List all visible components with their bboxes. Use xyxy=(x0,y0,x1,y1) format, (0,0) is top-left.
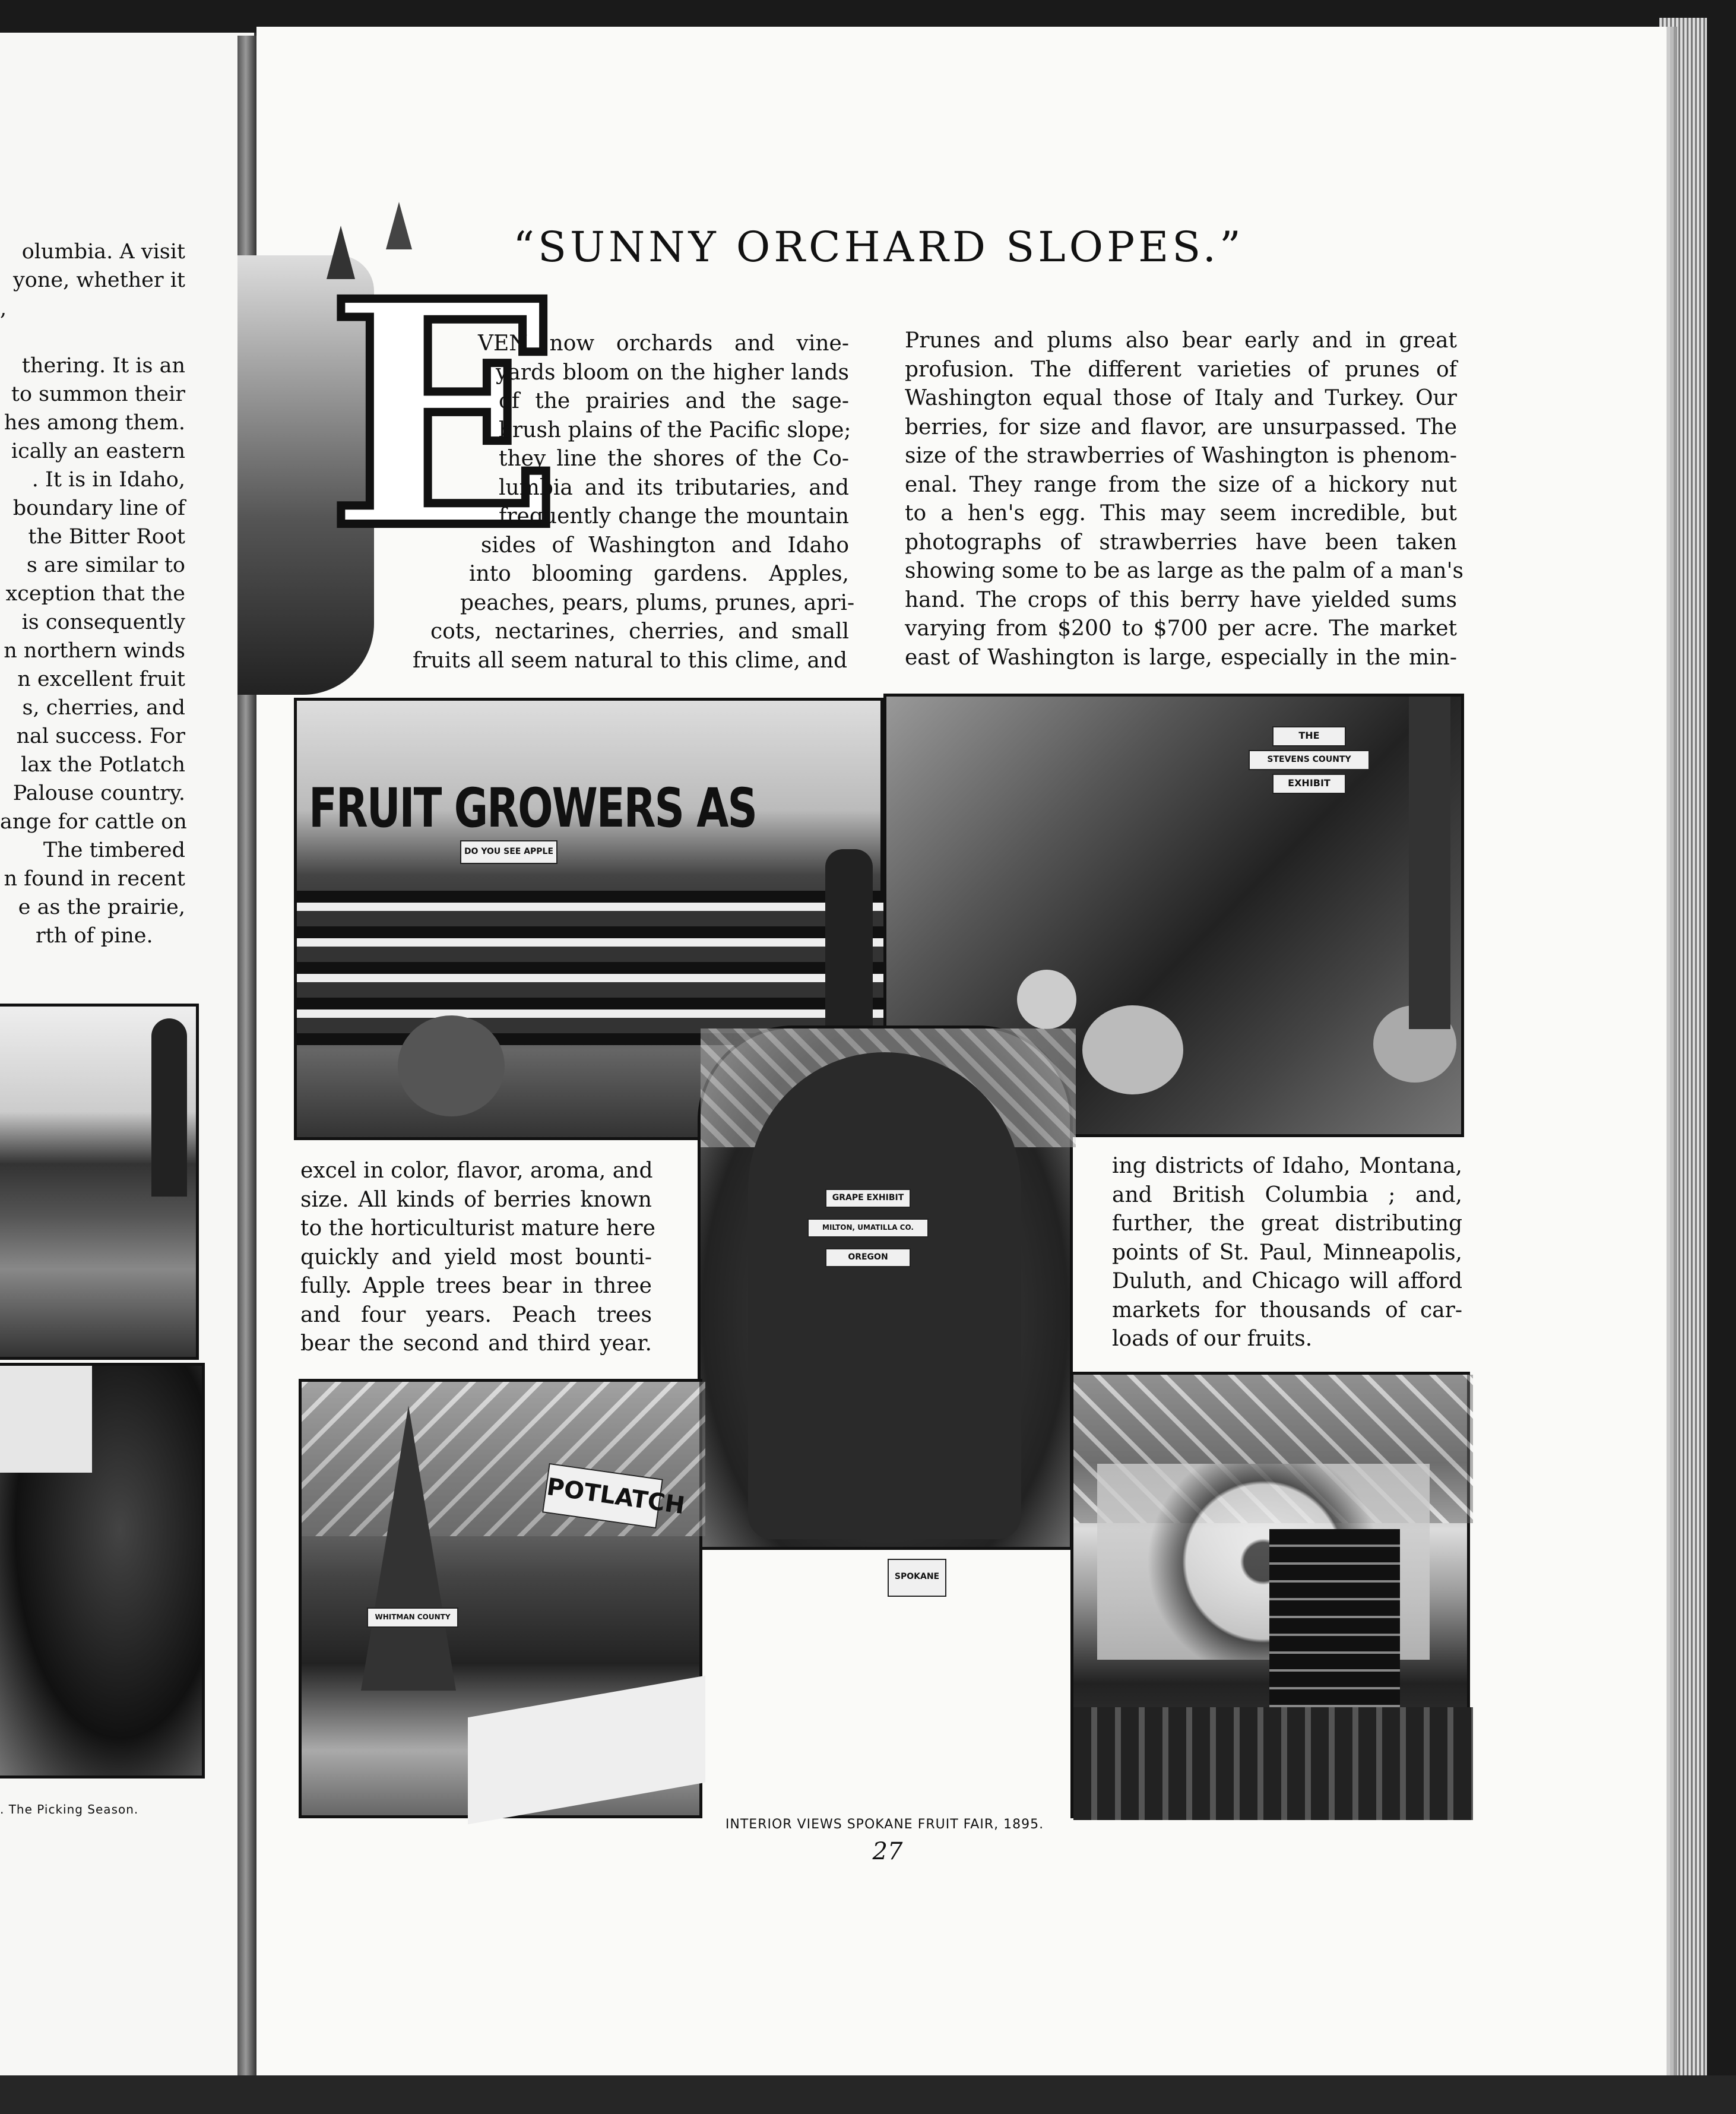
left-line: ically an eastern xyxy=(11,439,185,463)
cornstalk xyxy=(1409,697,1450,1029)
text-line: Prunes and plums also bear early and in great xyxy=(905,328,1457,353)
left-photo-caption: . The Picking Season. xyxy=(0,1802,139,1816)
text-line: photographs of strawberries have been taken xyxy=(905,530,1457,555)
fruit-tiers xyxy=(297,891,885,1045)
left-line xyxy=(0,323,185,352)
exhibit-banner: FRUIT GROWERS AS xyxy=(309,776,756,840)
text-line: further, the great distributing xyxy=(1112,1211,1462,1236)
drop-cap-letter: E xyxy=(327,234,562,597)
potlatch-sign: POTLATCH xyxy=(542,1463,663,1528)
text-line: excel in color, flavor, aroma, and xyxy=(300,1159,653,1183)
left-line: to summon their xyxy=(11,382,185,406)
left-line: nal success. For xyxy=(16,724,185,748)
text-line: sides of Washington and Idaho xyxy=(481,533,849,558)
jar-stack xyxy=(1269,1529,1400,1725)
left-line: ange for cattle on xyxy=(0,810,187,834)
scan-bottom-border xyxy=(0,2075,1736,2114)
left-photo-bottom xyxy=(0,1363,205,1778)
column-mid-right-text xyxy=(1112,1152,1462,1354)
left-line: is consequently xyxy=(21,610,185,634)
left-line: boundary line of xyxy=(12,496,185,520)
text-line: quickly and yield most bounti- xyxy=(300,1245,652,1270)
article-title: “SUNNY ORCHARD SLOPES.” xyxy=(513,223,1244,271)
text-line: berries, for size and flavor, are unsurpassed. The xyxy=(905,414,1457,439)
text-line: and British Columbia ; and, xyxy=(1112,1182,1462,1207)
text-line: Washington equal those of Italy and Turkey. Our xyxy=(905,386,1457,410)
text-line: fully. Apple trees bear in three xyxy=(300,1274,652,1298)
page-edges xyxy=(1659,18,1707,2084)
left-line: lax the Potlatch xyxy=(21,753,185,777)
left-line: rth of pine. xyxy=(36,924,153,948)
figure-caption: INTERIOR VIEWS SPOKANE FRUIT FAIR, 1895. xyxy=(725,1817,1044,1832)
fruit-tiers xyxy=(1073,1707,1473,1820)
text-line: profusion. The different varieties of prunes of xyxy=(905,357,1457,382)
text-line: peaches, pears, plums, prunes, apri- xyxy=(460,590,855,615)
text-line: to a hen's egg. This may seem incredible, but xyxy=(905,501,1457,526)
text-line: fruits all seem natural to this clime, and xyxy=(413,648,848,673)
left-line: n northern winds xyxy=(4,639,185,663)
text-line: and four years. Peach trees xyxy=(300,1302,652,1327)
grape-sign-line-2: MILTON, UMATILLA CO. xyxy=(807,1219,929,1238)
column-right-text xyxy=(905,327,1463,672)
left-line: s, cherries, and xyxy=(22,696,185,720)
left-line: xception that the xyxy=(5,582,185,606)
tree-silhouette xyxy=(151,1018,187,1197)
grape-mound xyxy=(748,1052,1021,1539)
text-line: yards bloom on the higher lands xyxy=(496,360,849,385)
left-line: . It is in Idaho, xyxy=(31,468,185,492)
grape-sign-line-1: GRAPE EXHIBIT xyxy=(825,1189,911,1208)
left-line: s are similar to xyxy=(26,553,185,577)
exhibit-small-sign: DO YOU SEE APPLE xyxy=(460,840,557,864)
photo-spokane-exhibit xyxy=(1070,1372,1470,1818)
left-page-text xyxy=(0,238,185,950)
column-left-text xyxy=(413,330,855,675)
text-line: into blooming gardens. Apples, xyxy=(469,562,849,586)
wheat-pyramid xyxy=(361,1406,456,1691)
left-line: olumbia. A visit xyxy=(21,240,185,264)
page-number: 27 xyxy=(872,1838,903,1865)
left-line: yone, whether it xyxy=(13,268,185,292)
stevens-sign-line-2: STEVENS COUNTY xyxy=(1249,750,1370,770)
text-line: brush plains of the Pacific slope; xyxy=(499,417,851,442)
left-line: e as the prairie, xyxy=(18,895,185,919)
text-line: they line the shores of the Co- xyxy=(499,447,849,471)
text-line: points of St. Paul, Minneapolis, xyxy=(1112,1240,1462,1265)
text-line: to the horticulturist mature here xyxy=(300,1216,655,1240)
column-mid-left-text xyxy=(300,1157,655,1359)
text-line: loads of our fruits. xyxy=(1112,1327,1313,1351)
grape-sign-line-3: OREGON xyxy=(825,1248,911,1267)
text-line: enal. They range from the size of a hickory nut xyxy=(905,472,1457,497)
stevens-sign-line-3: EXHIBIT xyxy=(1272,774,1346,794)
text-line: lumbia and its tributaries, and xyxy=(499,475,849,500)
text-line: ing districts of Idaho, Montana, xyxy=(1112,1154,1462,1178)
text-line: markets for thousands of car- xyxy=(1112,1297,1462,1322)
left-line: The timbered xyxy=(43,838,185,862)
text-line: frequently change the mountain xyxy=(499,504,849,528)
text-line: bear the second and third year. xyxy=(300,1331,652,1356)
left-line: the Bitter Root xyxy=(28,525,185,549)
spokane-sign: SPOKANE xyxy=(888,1559,946,1597)
whitman-county-sign: WHITMAN COUNTY xyxy=(367,1607,458,1628)
text-line: Duluth, and Chicago will afford xyxy=(1112,1269,1462,1293)
text-line: hand. The crops of this berry have yielded sums xyxy=(905,587,1457,612)
pumpkin-shape xyxy=(1082,1005,1183,1094)
left-line: n excellent fruit xyxy=(17,667,185,691)
left-photo-top xyxy=(0,1004,199,1360)
left-line: thering. It is an xyxy=(21,354,185,378)
left-line: hes among them. xyxy=(4,411,185,435)
text-line: varying from $200 to $700 per acre. The market xyxy=(905,616,1457,641)
left-line: Palouse country. xyxy=(12,781,185,805)
stevens-sign-line-1: THE xyxy=(1272,726,1346,746)
text-line: cots, nectarines, cherries, and small xyxy=(430,619,849,644)
left-line: n found in recent xyxy=(4,867,185,891)
text-line: VEN now orchards and vine- xyxy=(478,331,849,356)
text-line: showing some to be as large as the palm of a man's xyxy=(905,559,1463,583)
text-line: east of Washington is large, especially in the min- xyxy=(905,645,1457,670)
left-line: , xyxy=(0,297,7,321)
pumpkin-shape xyxy=(398,1015,505,1116)
sky-area xyxy=(0,1366,92,1473)
text-line: of the prairies and the sage- xyxy=(499,389,849,413)
text-line: size. All kinds of berries known xyxy=(300,1187,652,1212)
pumpkin-shape xyxy=(1017,970,1076,1029)
text-line: size of the strawberries of Washington is phenom- xyxy=(905,444,1457,468)
photo-potlatch-exhibit xyxy=(299,1379,702,1818)
photo-grape-exhibit xyxy=(698,1026,1073,1550)
